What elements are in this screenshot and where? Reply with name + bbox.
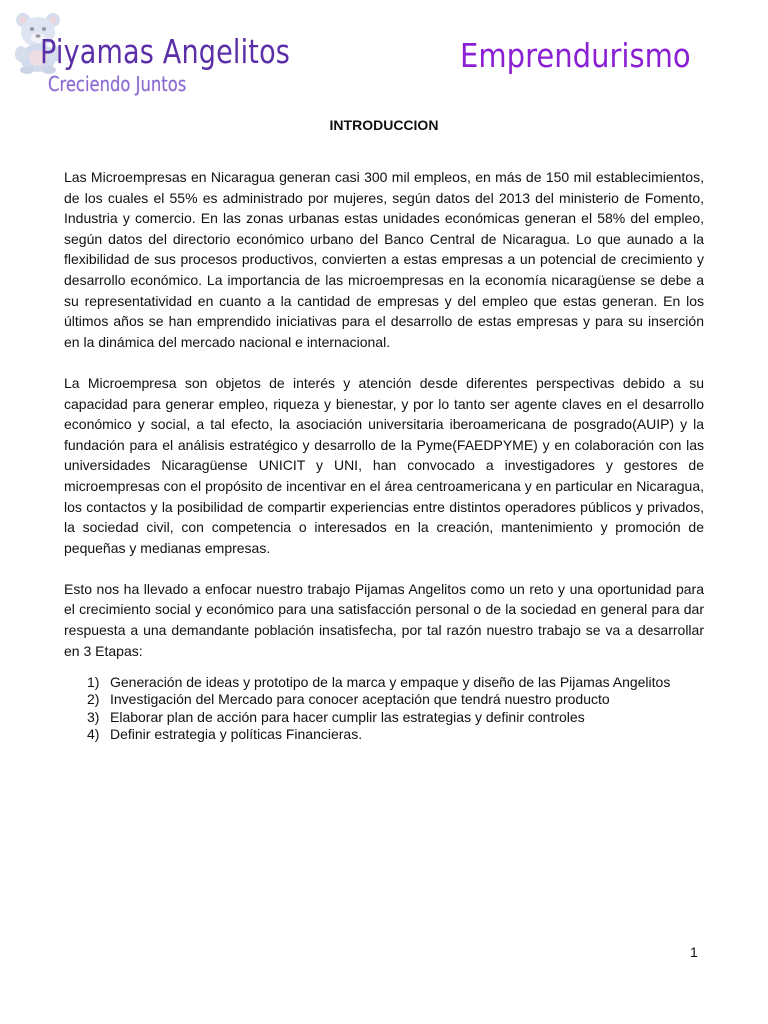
document-body xyxy=(64,167,704,744)
paragraph: Esto nos ha llevado a enfocar nuestro trabajo Pijamas Angelitos como un reto y una oportunidad para el crecimiento social y económico para una satisfacción personal o de la sociedad en general para dar respuesta a una demandante población insatisfecha, por tal razón nuestro trabajo se va a desarrollar en 3 Etapas: xyxy=(64,580,704,659)
document-heading: INTRODUCCION xyxy=(329,117,439,133)
section-title: Emprendurismo xyxy=(460,36,691,75)
page-number: 1 xyxy=(690,944,698,960)
list-item xyxy=(64,674,704,692)
stages-list xyxy=(64,674,704,744)
brand-subtitle: Creciendo Juntos xyxy=(48,72,187,96)
paragraph: La Microempresa son objetos de interés y atención desde diferentes perspectivas debido a su capacidad para generar empleo, riqueza y bienestar, y por lo tanto ser agente claves en el desarrollo económico y social, a tal efecto, la asociación universitaria iberoamericana de posgrado(AUIP) y la fundación para el análisis estratégico y desarrollo de la Pyme(FAEDPYME) y en colaboración con las universidades Nicaragüense UNICIT y UNI, han convocado a investigadores y gestores de microempresas con el propósito de incentivar en el área centroamericana y en particular en Nicaragua, los contactos y la posibilidad de compartir experiencias entre distintos operadores públicos y privados, la sociedad civil, con competencia o interesados en la creación, mantenimiento y promoción de pequeñas y medianas empresas. xyxy=(64,374,704,556)
list-item-text: Elaborar plan de acción para hacer cumplir las estrategias y definir controles xyxy=(110,708,585,725)
list-item-number: 1) xyxy=(87,673,100,690)
list-item-number: 4) xyxy=(87,726,100,743)
list-item xyxy=(64,726,704,744)
list-item-number: 3) xyxy=(87,708,100,725)
brand-title: Piyamas Angelitos xyxy=(40,32,291,71)
list-item xyxy=(64,709,704,727)
paragraph: Las Microempresas en Nicaragua generan casi 300 mil empleos, en más de 150 mil establecimientos, de los cuales el 55% es administrado por mujeres, según datos del 2013 del ministerio de Fomento, Industria y comercio. En las zonas urbanas estas unidades económicas generan el 58% del empleo, según datos del directorio económico urbano del Banco Central de Nicaragua. Lo que aunado a la flexibilidad de sus procesos productivos, convierten a estas empresas a un potencial de crecimiento y desarrollo económico. La importancia de las microempresas en la economía nicaragüense se debe a su representatividad en cuanto a la cantidad de empresas y del empleo que estas generan. En los últimos años se han emprendido iniciativas para el desarrollo de estas empresas y para su inserción en la dinámica del mercado nacional e internacional. xyxy=(64,169,704,350)
list-item-text: Definir estrategia y políticas Financieras. xyxy=(110,726,363,743)
list-item-number: 2) xyxy=(87,691,100,708)
list-item xyxy=(64,691,704,709)
page-header xyxy=(0,0,768,110)
list-item-text: Investigación del Mercado para conocer aceptación que tendrá nuestro producto xyxy=(110,691,610,708)
list-item-text: Generación de ideas y prototipo de la marca y empaque y diseño de las Pijamas Angelitos xyxy=(110,673,671,690)
